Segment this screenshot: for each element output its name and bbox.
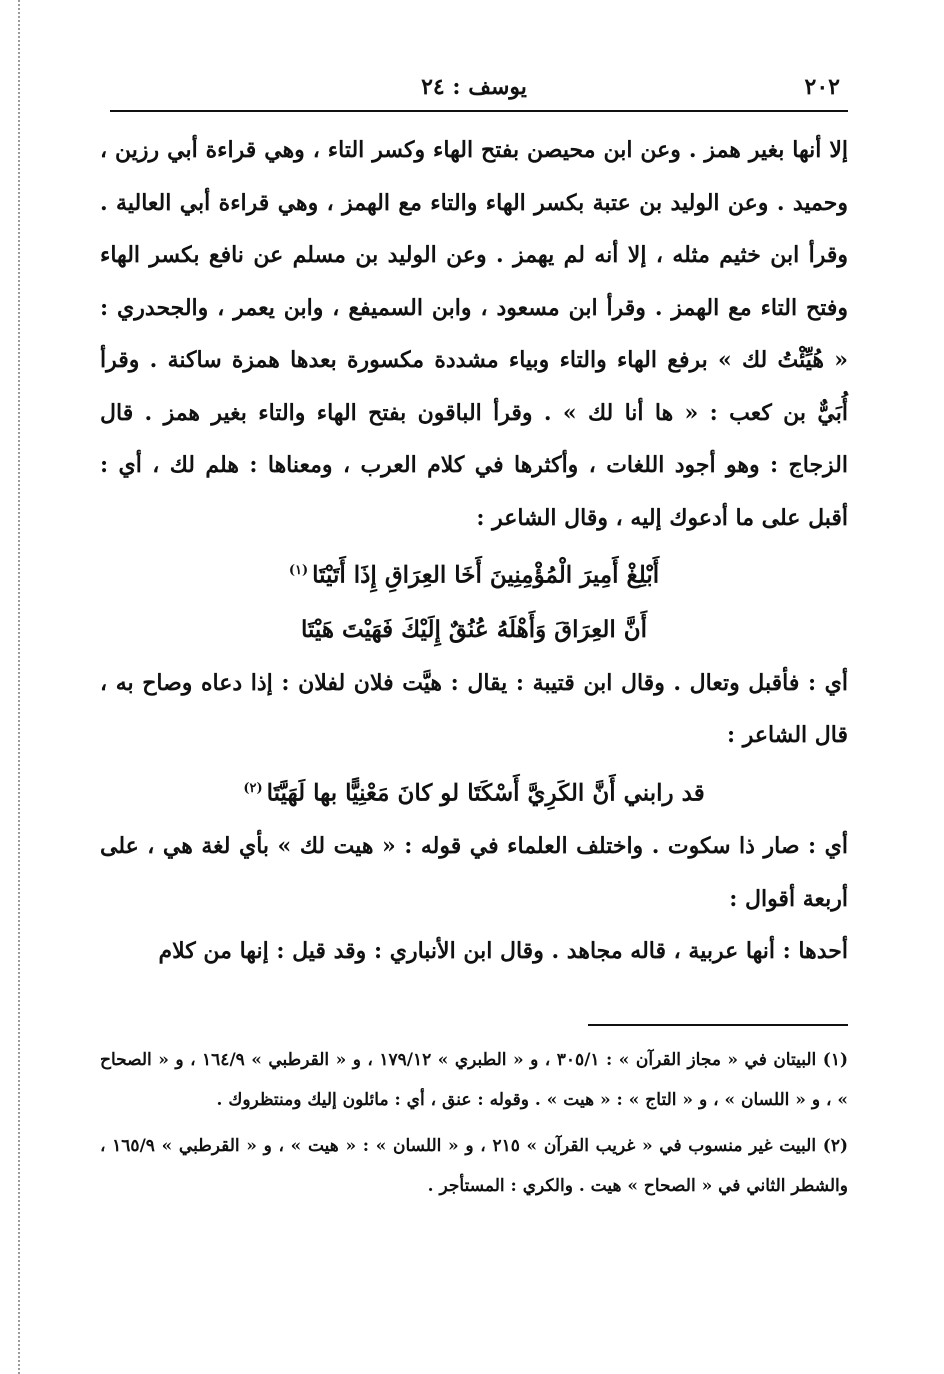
verse-2-line — [100, 762, 848, 821]
paragraph-1: إلا أنها بغير همز . وعن ابن محيصن بفتح الهاء وكسر التاء ، وهي قراءة أبي رزين ، وحميد . وعن الوليد بن عتبة بكسر الهاء والتاء مع الهمز ، وهي قراءة أبي العالية . وقرأ ابن خثيم مثله ، إلا أنه لم يهمز . وعن الوليد بن مسلم عن نافع بكسر الهاء وفتح التاء مع الهمز . وقرأ ابن مسعود ، وابن السميفع ، وابن يعمر ، والجحدري : « هُيِّئْتُ لك » برفع الهاء والتاء وبياء مشددة مكسورة بعدها همزة ساكنة . وقرأ أُبَيٌّ بن كعب : « ها أنا لك » . وقرأ الباقون بفتح الهاء والتاء بغير همز . قال الزجاج : وهو أجود اللغات ، وأكثرها في كلام العرب ، ومعناها : هلم لك ، أي : أقبل على ما أدعوك إليه ، وقال الشاعر : — [100, 137, 848, 531]
footnote-marker-1: (١) — [288, 563, 309, 578]
paragraph-4: أحدها : أنها عربية ، قاله مجاهد . وقال ابن الأنباري : وقد قيل : إنها من كلام — [158, 938, 848, 965]
paragraph-3: أي : صار ذا سكوت . واختلف العلماء في قوله : « هيت لك » بأي لغة هي ، على أربعة أقوال : — [100, 833, 848, 912]
verse-1-line-1-text: أَبْلِغْ أَمِيرَ الْمُؤْمِنِينَ أَخَا العِرَاقِ إِذَا أَتَيْتَا — [312, 561, 660, 589]
footnote-rule — [588, 1024, 848, 1026]
paragraph-2: أي : فأقبل وتعال . وقال ابن قتيبة : يقال : هيَّت فلان لفلان : إذا دعاه وصاح به ، قال الشاعر : — [100, 669, 848, 749]
verse-2 — [100, 762, 848, 821]
verse-1-line-1 — [100, 544, 848, 603]
header-rule — [110, 110, 848, 112]
footnotes — [100, 1040, 848, 1212]
main-text — [100, 124, 848, 978]
running-title: يوسف : ٢٤ — [421, 74, 527, 100]
verse-1-line-2: أَنَّ العِرَاقَ وَأَهْلَهُ عُنُقٌ إِلَيْكَ فَهَيْتَ هَيْتَا — [300, 615, 648, 643]
verse-1 — [100, 544, 848, 657]
page-edge-dotted-line — [18, 0, 20, 1374]
footnote-2: (٢) البيت غير منسوب في « غريب القرآن » ٢١٥ ، و « اللسان » : « هيت » ، و « القرطبي » ١٦٥/٩ ، والشطر الثاني في « الصحاح » هيت . والكري : المستأجر . — [100, 1136, 848, 1196]
footnote-1: (١) البيتان في « مجاز القرآن » : ٣٠٥/١ ، و « الطبري » ١٧٩/١٢ ، و « القرطبي » ١٦٤/٩ ، و « الصحاح » ، و « اللسان » ، و « التاج » : « هيت » . وقوله : عنق ، أي : مائلون إليك ومنتظروك . — [100, 1050, 848, 1110]
verse-2-text: قد رابني أَنَّ الكَرِيَّ أَسْكَتَا لو كانَ مَعْنِيًّا بها لَهَيَّتَا — [266, 779, 705, 807]
page-header — [100, 66, 848, 106]
footnote-marker-2: (٢) — [243, 780, 263, 796]
page-number: ٢٠٢ — [804, 74, 840, 100]
